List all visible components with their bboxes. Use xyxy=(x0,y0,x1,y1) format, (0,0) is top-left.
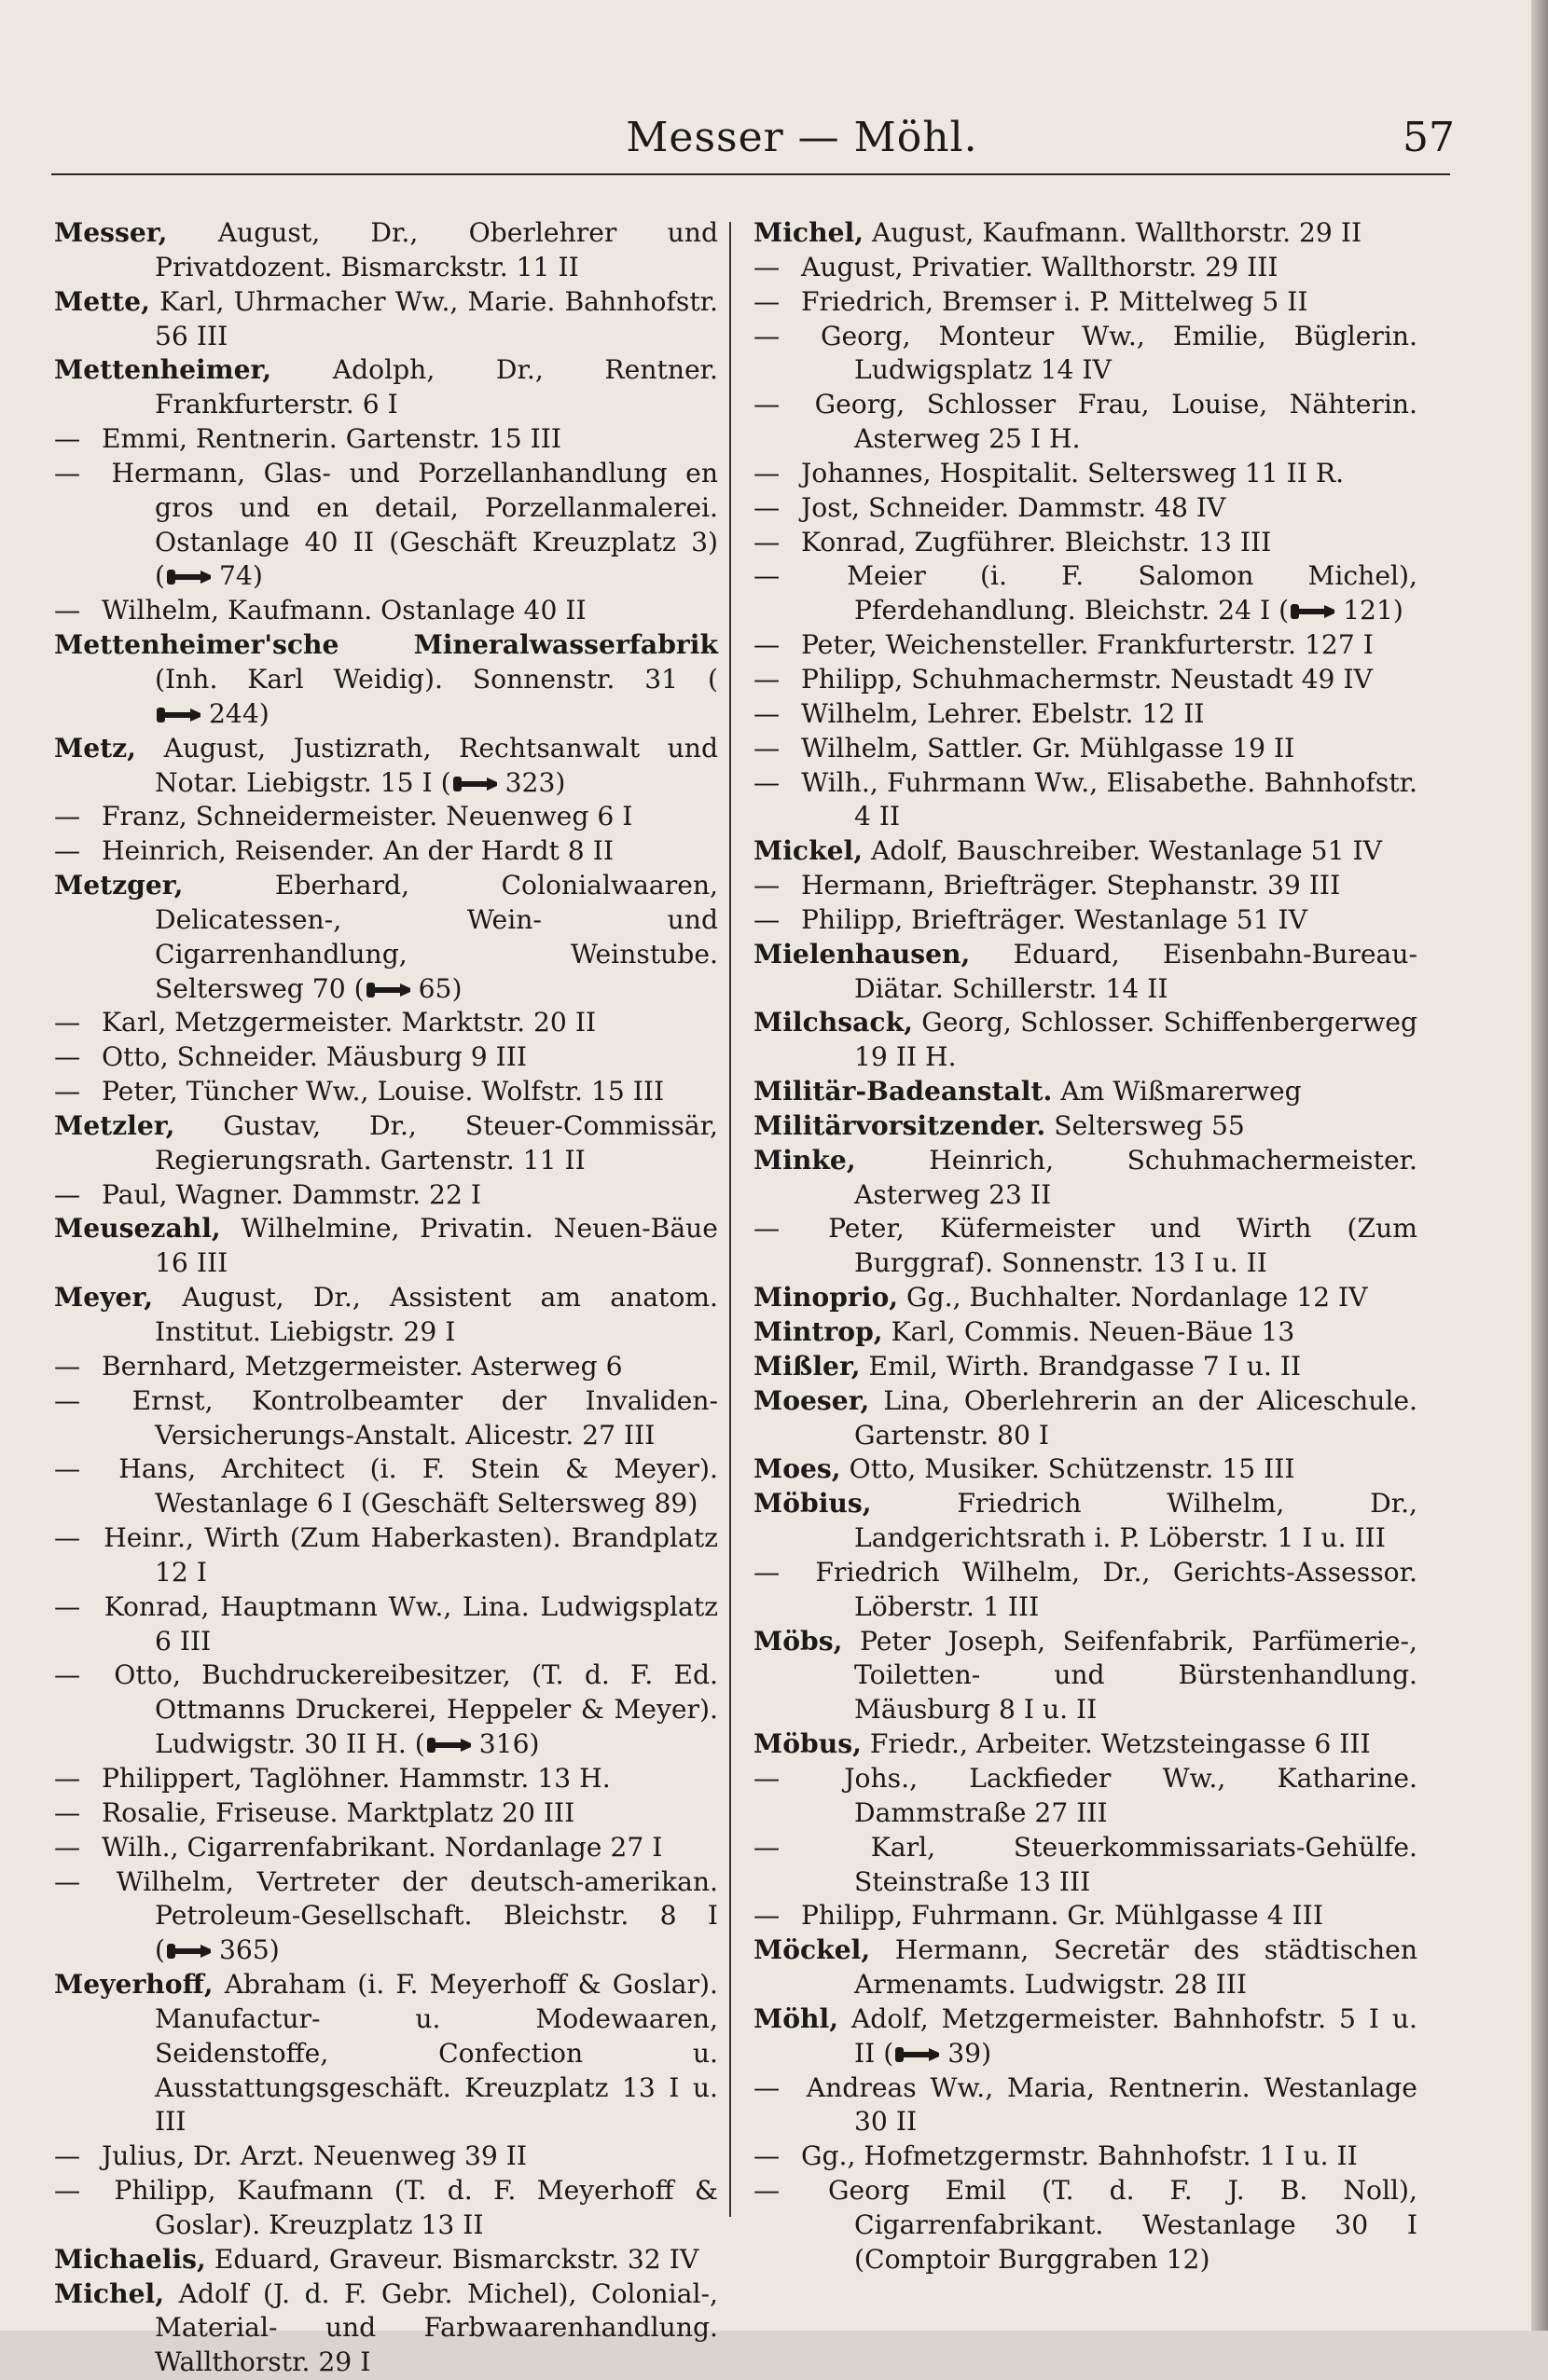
ditto-dash: — xyxy=(54,1762,81,1794)
telephone-receiver-icon xyxy=(165,567,214,587)
running-head: Messer — Möhl. xyxy=(626,114,978,161)
entry-details: Karl, Steuerkommissariats-Gehülfe. Steinstraße 13 III xyxy=(793,1831,1417,1897)
directory-entry xyxy=(753,663,1417,697)
telephone-receiver-icon xyxy=(155,705,203,725)
ditto-dash: — xyxy=(753,560,781,592)
entry-details: Karl, Commis. Neuen-Bäue 13 xyxy=(882,1316,1295,1347)
directory-entry xyxy=(54,869,718,1006)
entry-details: Peter Joseph, Seifenfabrik, Parfümerie-, Toiletten- und Bürstenhandlung. Mäusburg 8 I u. II xyxy=(842,1625,1417,1726)
directory-entry xyxy=(54,2139,718,2174)
entry-details: Andreas Ww., Maria, Rentnerin. Westanlage 30 II xyxy=(793,2071,1417,2138)
telephone-number: ( 74) xyxy=(155,560,263,592)
ditto-dash: — xyxy=(753,1213,781,1245)
entry-surname: Minke, xyxy=(753,1144,856,1176)
entry-surname: Mielenhausen, xyxy=(753,938,971,970)
entry-surname: Meyer, xyxy=(54,1282,154,1314)
directory-entry xyxy=(753,1899,1417,1933)
entry-details: Konrad, Hauptmann Ww., Lina. Ludwigsplatz 6 III xyxy=(93,1590,718,1657)
directory-entry xyxy=(54,732,718,801)
directory-entry xyxy=(753,1831,1417,1900)
entry-details: Wilhelm, Kaufmann. Ostanlage 40 II xyxy=(93,595,587,626)
entry-details: Georg, Monteur Ww., Emilie, Büglerin. Ludwigsplatz 14 IV xyxy=(793,320,1417,386)
directory-entry xyxy=(54,1590,718,1659)
directory-entry xyxy=(753,285,1417,320)
entry-details: Lina, Oberlehrerin an der Aliceschule. Gartenstr. 80 I xyxy=(854,1384,1417,1451)
entry-surname: Mette, xyxy=(54,285,150,317)
ditto-dash: — xyxy=(54,1350,81,1382)
directory-entry xyxy=(753,834,1417,869)
entry-details: Eduard, Graveur. Bismarckstr. 32 IV xyxy=(205,2243,699,2275)
left-column xyxy=(54,216,718,2380)
directory-entry xyxy=(54,628,718,732)
entry-details: Jost, Schneider. Dammstr. 48 IV xyxy=(793,491,1226,523)
directory-entry xyxy=(753,1350,1417,1384)
directory-entry xyxy=(54,594,718,628)
ditto-dash: — xyxy=(54,1076,81,1107)
directory-entry xyxy=(753,1075,1417,1109)
directory-entry xyxy=(753,1212,1417,1281)
telephone-number: ( 365) xyxy=(155,1934,280,1966)
directory-entry xyxy=(753,320,1417,389)
entry-details: Heinrich, Reisender. An der Hardt 8 II xyxy=(93,835,614,867)
entry-details: Hermann, Glas- und Porzellanhandlung en gros und en detail, Porzellanmalerei. Ostanlage 40 II (Geschäft Kreuzplatz 3) xyxy=(93,457,718,557)
telephone-number xyxy=(451,767,566,798)
directory-entry xyxy=(54,800,718,834)
entry-details: Wilhelmine, Privatin. Neuen-Bäue 16 III xyxy=(155,1213,718,1279)
telephone-number-value: 74) xyxy=(219,560,263,592)
entry-surname: Mickel, xyxy=(753,835,864,867)
entry-details: Heinrich, Schuhmachermeister. Asterweg 23 II xyxy=(854,1144,1417,1210)
entry-details: Johannes, Hospitalit. Seltersweg 11 II R. xyxy=(793,457,1345,488)
directory-entry xyxy=(54,1281,718,1350)
ditto-dash: — xyxy=(753,2140,781,2172)
ditto-dash: — xyxy=(753,1762,781,1794)
entry-details: Otto, Buchdruckereibesitzer, (T. d. F. Ed. Ottmanns Druckerei, Heppeler & Meyer). Ludwigstr. 30 II H. ( xyxy=(93,1659,718,1760)
entry-details: Philipp, Kaufmann (T. d. F. Meyerhoff & Goslar). Kreuzplatz 13 II xyxy=(93,2175,718,2240)
entry-details: Wilhelm, Vertreter der deutsch-amerikan. Petroleum-Gesellschaft. Bleichstr. 8 I xyxy=(93,1865,718,1932)
page-number: 57 xyxy=(1403,114,1455,161)
entry-details: Adolf, Bauschreiber. Westanlage 51 IV xyxy=(863,835,1382,867)
entry-surname: Moeser, xyxy=(753,1384,870,1416)
telephone-number-value: 365) xyxy=(219,1934,280,1966)
entry-surname: Möbs, xyxy=(753,1625,843,1657)
directory-entry xyxy=(753,628,1417,663)
entry-surname: Metzger, xyxy=(54,870,184,901)
ditto-dash: — xyxy=(54,1796,81,1828)
entry-details: Emil, Wirth. Brandgasse 7 I u. II xyxy=(860,1350,1302,1382)
entry-surname: Möbius, xyxy=(753,1488,872,1520)
entry-details: Eberhard, Colonialwaaren, Delicatessen-, Wein- und Cigarrenhandlung, Weinstube. Seltersweg 70 ( xyxy=(155,870,718,1004)
directory-entry xyxy=(753,1625,1417,1728)
directory-entry xyxy=(54,1521,718,1590)
telephone-receiver-icon xyxy=(425,1735,474,1755)
directory-entry xyxy=(753,1006,1417,1075)
ditto-dash: — xyxy=(54,1041,81,1073)
ditto-dash: — xyxy=(753,285,781,317)
telephone-number xyxy=(365,973,463,1004)
entry-details: August, Justizrath, Rechtsanwalt und Notar. Liebigstr. 15 I ( xyxy=(135,732,718,798)
directory-entry xyxy=(54,422,718,457)
directory-entry xyxy=(54,1796,718,1831)
directory-entry xyxy=(54,834,718,869)
entry-surname: Möhl, xyxy=(753,2002,839,2034)
directory-entry xyxy=(54,1452,718,1521)
directory-entry xyxy=(753,2002,1417,2071)
entry-details: Friedrich Wilhelm, Dr., Landgerichtsrath i. P. Löberstr. 1 I u. III xyxy=(854,1488,1417,1554)
directory-entry xyxy=(54,285,718,354)
telephone-number xyxy=(425,1728,540,1759)
entry-details: August, Dr., Assistent am anatom. Institut. Liebigstr. 29 I xyxy=(153,1282,718,1347)
directory-entry xyxy=(753,216,1417,251)
entry-details: Adolf (J. d. F. Gebr. Michel), Colonial-, Material- und Farbwaarenhandlung. Wallthorstr. 29 I xyxy=(155,2277,718,2378)
telephone-number-value: 244) xyxy=(209,697,270,729)
ditto-dash: — xyxy=(753,251,781,282)
telephone-number-value: 65) xyxy=(418,972,463,1004)
entry-details: Gg., Hofmetzgermstr. Bahnhofstr. 1 I u. II xyxy=(793,2140,1358,2172)
entry-details: Abraham (i. F. Meyerhoff & Goslar). Manufactur- u. Modewaaren, Seidenstoffe, Confection u. Ausstattungsgeschäft. Kreuzplatz 13 I u. III xyxy=(155,1969,718,2138)
directory-entry xyxy=(753,2174,1417,2277)
telephone-number-value: 316) xyxy=(478,1728,540,1760)
telephone-receiver-icon xyxy=(893,2044,942,2065)
directory-entry xyxy=(54,457,718,594)
ditto-dash: — xyxy=(54,2175,81,2207)
ditto-dash: — xyxy=(753,389,781,420)
entry-details: Konrad, Zugführer. Bleichstr. 13 III xyxy=(793,526,1272,557)
ditto-dash: — xyxy=(753,1556,781,1588)
telephone-receiver-icon xyxy=(451,774,500,794)
directory-entry xyxy=(54,1762,718,1796)
directory-entry xyxy=(753,697,1417,732)
ditto-dash: — xyxy=(753,697,781,729)
entry-details: Heinr., Wirth (Zum Haberkasten). Brandplatz 12 I xyxy=(93,1522,718,1588)
entry-details: Friedrich, Bremser i. P. Mittelweg 5 II xyxy=(793,285,1308,317)
entry-surname: Moes, xyxy=(753,1453,841,1485)
ditto-dash: — xyxy=(54,835,81,867)
directory-entry xyxy=(753,732,1417,766)
entry-details: Bernhard, Metzgermeister. Asterweg 6 xyxy=(93,1350,623,1382)
directory-entry xyxy=(753,903,1417,938)
directory-entry xyxy=(54,1350,718,1384)
entry-details: Peter, Tüncher Ww., Louise. Wolfstr. 15 III xyxy=(93,1076,665,1107)
ditto-dash: — xyxy=(54,457,81,488)
directory-entry xyxy=(54,1658,718,1762)
directory-entry xyxy=(753,251,1417,285)
directory-entry xyxy=(753,2071,1417,2140)
directory-entry xyxy=(54,1831,718,1865)
telephone-number-value: 121) xyxy=(1343,595,1403,626)
ditto-dash: — xyxy=(54,801,81,832)
entry-details: Adolf, Metzgermeister. Bahnhofstr. 5 I u. II ( xyxy=(838,2002,1417,2069)
entry-details: Adolph, Dr., Rentner. Frankfurterstr. 6 I xyxy=(155,354,718,420)
ditto-dash: — xyxy=(753,870,781,901)
entry-details: Philippert, Taglöhner. Hammstr. 13 H. xyxy=(93,1762,611,1794)
entry-surname: Mintrop, xyxy=(753,1316,883,1347)
entry-details: Meier (i. F. Salomon Michel), Pferdehandlung. Bleichstr. 24 I ( xyxy=(793,560,1417,626)
entry-details: Gg., Buchhalter. Nordanlage 12 IV xyxy=(898,1282,1368,1314)
entry-details: Eduard, Eisenbahn-Bureau-Diätar. Schillerstr. 14 II xyxy=(854,938,1417,1004)
directory-entry xyxy=(54,1968,718,2139)
directory-entry xyxy=(753,1487,1417,1556)
directory-entry xyxy=(753,1727,1417,1762)
directory-entry xyxy=(753,1452,1417,1487)
ditto-dash: — xyxy=(54,1384,81,1416)
entry-details: Hans, Architect (i. F. Stein & Meyer). Westanlage 6 I (Geschäft Seltersweg 89) xyxy=(93,1453,718,1520)
ditto-dash: — xyxy=(54,423,81,455)
entry-details: Hermann, Briefträger. Stephanstr. 39 III xyxy=(793,870,1341,901)
entry-surname: Möbus, xyxy=(753,1728,862,1760)
directory-entry xyxy=(753,1933,1417,2002)
entry-details: Peter, Küfermeister und Wirth (Zum Burggraf). Sonnenstr. 13 I u. II xyxy=(793,1213,1417,1279)
ditto-dash: — xyxy=(753,491,781,523)
entry-details: August, Dr., Oberlehrer und Privatdozent. Bismarckstr. 11 II xyxy=(155,217,718,282)
entry-surname: Mettenheimer'sche Mineralwasserfabrik xyxy=(54,629,718,661)
entry-surname: Meusezahl, xyxy=(54,1213,221,1245)
entry-details: Otto, Musiker. Schützenstr. 15 III xyxy=(840,1453,1295,1485)
directory-entry xyxy=(753,1281,1417,1315)
entry-details: Julius, Dr. Arzt. Neuenweg 39 II xyxy=(93,2140,528,2172)
entry-details: Rosalie, Friseuse. Marktplatz 20 III xyxy=(93,1796,575,1828)
ditto-dash: — xyxy=(753,2175,781,2207)
telephone-receiver-icon xyxy=(1289,601,1337,622)
directory-entry xyxy=(753,766,1417,835)
entry-details: Georg Emil (T. d. F. J. B. Noll), Cigarrenfabrikant. Westanlage 30 I (Comptoir Burggraben 12) xyxy=(793,2175,1417,2275)
entry-details: Friedrich Wilhelm, Dr., Gerichts-Assessor. Löberstr. 1 III xyxy=(793,1556,1417,1622)
entry-details: Emmi, Rentnerin. Gartenstr. 15 III xyxy=(93,423,561,455)
directory-entry xyxy=(54,2174,718,2243)
entry-details: August, Kaufmann. Wallthorstr. 29 II xyxy=(864,217,1362,248)
entry-surname: Metzler, xyxy=(54,1109,175,1141)
ditto-dash: — xyxy=(54,1831,81,1863)
directory-entry xyxy=(753,526,1417,560)
ditto-dash: — xyxy=(54,1590,81,1622)
telephone-number-value: 39) xyxy=(947,2037,992,2069)
ditto-dash: — xyxy=(753,526,781,557)
ditto-dash: — xyxy=(753,2071,781,2103)
directory-entry xyxy=(54,1384,718,1453)
entry-details: Hermann, Secretär des städtischen Armenamts. Ludwigstr. 28 III xyxy=(854,1934,1417,2001)
telephone-number xyxy=(155,698,270,729)
directory-entry xyxy=(54,1006,718,1040)
entry-details: Ernst, Kontrolbeamter der Invaliden-Versicherungs-Anstalt. Alicestr. 27 III xyxy=(93,1384,718,1451)
directory-entry xyxy=(753,938,1417,1007)
header-rule xyxy=(51,173,1450,175)
directory-entry xyxy=(753,1762,1417,1831)
entry-details: Seltersweg 55 xyxy=(1045,1109,1245,1141)
directory-entry xyxy=(753,559,1417,628)
directory-entry xyxy=(753,1384,1417,1453)
column-divider xyxy=(729,222,731,2217)
entry-details: Philipp, Fuhrmann. Gr. Mühlgasse 4 III xyxy=(793,1900,1323,1932)
entry-details: Philipp, Schuhmachermstr. Neustadt 49 IV xyxy=(793,663,1373,695)
directory-entry xyxy=(753,869,1417,903)
ditto-dash: — xyxy=(753,903,781,935)
directory-entry xyxy=(54,1040,718,1075)
ditto-dash: — xyxy=(753,1900,781,1932)
entry-details: Philipp, Briefträger. Westanlage 51 IV xyxy=(793,903,1308,935)
ditto-dash: — xyxy=(753,1831,781,1863)
entry-surname: Michel, xyxy=(753,217,864,248)
ditto-dash: — xyxy=(753,629,781,661)
ditto-dash: — xyxy=(54,595,81,626)
entry-details: Wilh., Fuhrmann Ww., Elisabethe. Bahnhofstr. 4 II xyxy=(793,766,1417,832)
directory-entry xyxy=(54,1075,718,1109)
entry-details: Karl, Uhrmacher Ww., Marie. Bahnhofstr. 56 III xyxy=(149,285,718,351)
entry-details: Georg, Schlosser. Schiffenbergerweg 19 II H. xyxy=(854,1007,1417,1073)
directory-entry xyxy=(753,1144,1417,1213)
entry-surname: Messer, xyxy=(54,217,168,248)
directory-entry xyxy=(54,1178,718,1213)
entry-details: Paul, Wagner. Dammstr. 22 I xyxy=(93,1178,481,1210)
directory-entry xyxy=(753,491,1417,526)
entry-details: Karl, Metzgermeister. Marktstr. 20 II xyxy=(93,1007,597,1039)
entry-surname: Möckel, xyxy=(753,1934,871,1966)
entry-surname: Mißler, xyxy=(753,1350,861,1382)
directory-entry xyxy=(753,2139,1417,2174)
telephone-number xyxy=(1289,595,1403,626)
entry-details: Gustav, Dr., Steuer-Commissär, Regierungsrath. Gartenstr. 11 II xyxy=(155,1109,718,1176)
directory-entry xyxy=(753,1109,1417,1144)
directory-entry xyxy=(54,1109,718,1178)
entry-details: Otto, Schneider. Mäusburg 9 III xyxy=(93,1041,527,1073)
ditto-dash: — xyxy=(54,1453,81,1485)
entry-details: Peter, Weichensteller. Frankfurterstr. 127 I xyxy=(793,629,1374,661)
telephone-number xyxy=(893,2038,991,2069)
entry-details: Wilh., Cigarrenfabrikant. Nordanlage 27 I xyxy=(93,1831,663,1863)
entry-surname: Mettenheimer, xyxy=(54,354,272,386)
ditto-dash: — xyxy=(54,1659,81,1691)
entry-details: Georg, Schlosser Frau, Louise, Nähterin. Asterweg 25 I H. xyxy=(793,389,1417,455)
ditto-dash: — xyxy=(753,457,781,488)
directory-entry xyxy=(54,2243,718,2277)
entry-details: Johs., Lackfieder Ww., Katharine. Dammstraße 27 III xyxy=(793,1762,1417,1828)
ditto-dash: — xyxy=(54,2140,81,2172)
entry-surname: Minoprio, xyxy=(753,1282,899,1314)
ditto-dash: — xyxy=(54,1007,81,1039)
entry-surname: Michaelis, xyxy=(54,2243,206,2275)
directory-entry xyxy=(54,353,718,422)
directory-entry xyxy=(753,1315,1417,1350)
entry-surname: Militär-Badeanstalt. xyxy=(753,1076,1053,1107)
telephone-number-value: 323) xyxy=(504,766,566,798)
right-column xyxy=(753,216,1417,2277)
entry-details: Wilhelm, Lehrer. Ebelstr. 12 II xyxy=(793,697,1205,729)
ditto-dash: — xyxy=(753,663,781,695)
entry-surname: Milchsack, xyxy=(753,1007,913,1039)
directory-entry xyxy=(54,2277,718,2380)
directory-entry xyxy=(753,388,1417,457)
entry-details: Franz, Schneidermeister. Neuenweg 6 I xyxy=(93,801,633,832)
ditto-dash: — xyxy=(753,320,781,351)
ditto-dash: — xyxy=(753,766,781,798)
entry-surname: Metz, xyxy=(54,732,136,764)
entry-surname: Michel, xyxy=(54,2277,165,2309)
entry-details: August, Privatier. Wallthorstr. 29 III xyxy=(793,251,1278,282)
entry-surname: Meyerhoff, xyxy=(54,1969,214,2001)
ditto-dash: — xyxy=(54,1178,81,1210)
entry-details: (Inh. Karl Weidig). Sonnenstr. 31 ( xyxy=(155,663,718,695)
directory-entry xyxy=(753,457,1417,491)
entry-details: Friedr., Arbeiter. Wetzsteingasse 6 III xyxy=(861,1728,1371,1760)
page-binding-shadow xyxy=(1531,0,1548,2331)
directory-entry xyxy=(54,1212,718,1281)
ditto-dash: — xyxy=(54,1865,81,1897)
directory-entry xyxy=(753,1556,1417,1625)
entry-details: Wilhelm, Sattler. Gr. Mühlgasse 19 II xyxy=(793,732,1295,764)
telephone-receiver-icon xyxy=(365,980,413,1000)
telephone-receiver-icon xyxy=(165,1941,214,1961)
entry-surname: Militärvorsitzender. xyxy=(753,1109,1046,1141)
ditto-dash: — xyxy=(753,732,781,764)
directory-entry xyxy=(54,216,718,285)
ditto-dash: — xyxy=(54,1522,81,1554)
directory-entry xyxy=(54,1865,718,1969)
entry-details: Am Wißmarerweg xyxy=(1052,1076,1302,1107)
